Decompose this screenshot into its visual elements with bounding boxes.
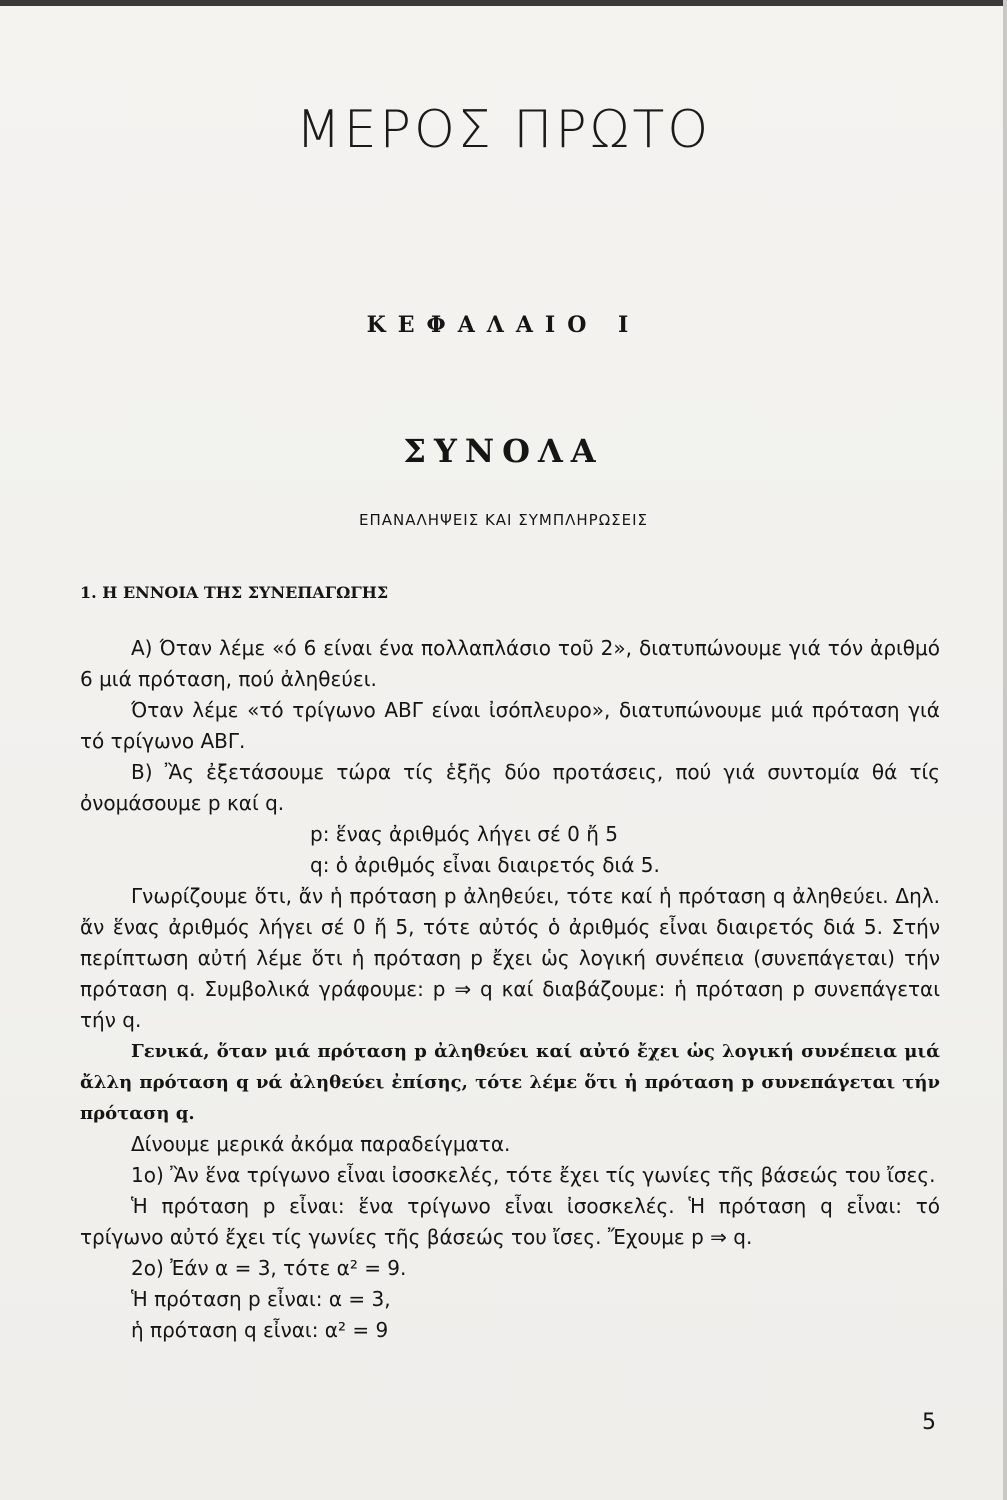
proposition-q: q: ὁ ἀριθμός εἶναι διαιρετός διά 5. [310,853,660,877]
paragraph: Όταν λέμε «τό τρίγωνο ΑΒΓ είναι ἰσόπλευρο», διατυπώνουμε μιά πρόταση γιά τό τρίγωνο ΑΒΓ. [80,698,940,753]
paragraph: Β) Ἂς ἐξετάσουμε τώρα τίς ἑξῆς δύο προτάσεις, πού γιά συντομία θά τίς ὀνομάσουμε p καί q. [80,760,940,815]
section-title: ΣΥΝΟΛΑ [403,432,604,470]
paragraph: Α) Όταν λέμε «ό 6 είναι ένα πολλαπλάσιο τοῦ 2», διατυπώνουμε γιά τόν ἀριθμό 6 μιά πρόταση, πού ἀληθεύει. [80,636,940,691]
paragraph: Ἡ πρόταση p εἶναι: α = 3, [131,1287,391,1311]
chapter-title: ΚΕΦΑΛΑΙΟ I [366,312,641,338]
scan-edge-right [1003,0,1007,1500]
paragraph: ἡ πρόταση q εἶναι: α² = 9 [131,1318,389,1342]
paragraph: Γνωρίζουμε ὅτι, ἄν ἡ πρόταση p ἀληθεύει, τότε καί ἡ πρόταση q ἀληθεύει. Δηλ. ἄν ἕνας ἀριθμός λήγει σέ 0 ἤ 5, τότε αὐτός ὁ ἀριθμός εἶναι διαιρετός διά 5. Στήν περίπτωση αὐτή λέμε ὅτι ἡ πρόταση p ἔχει ὡς λογική συνέπεια (συνεπάγεται) τήν πρόταση q. Συμβολικά γράφουμε: p ⇒ q καί διαβάζουμε: ἡ πρόταση p συνεπάγεται τήν q. [80,884,940,1032]
paragraph: Ἡ πρόταση p εἶναι: ἕνα τρίγωνο εἶναι ἰσοσκελές. Ἡ πρόταση q εἶναι: τό τρίγωνο αὐτό ἔχει τίς γωνίες τῆς βάσεώς του ἴσες. Ἔχουμε p ⇒ q. [80,1194,940,1249]
page-number: 5 [922,1410,936,1435]
example-2: 2ο) Ἐάν α = 3, τότε α² = 9. [131,1256,407,1280]
body-text [80,633,940,1346]
paragraph: Δίνουμε μερικά ἀκόμα παραδείγματα. [131,1132,511,1156]
definition-paragraph: Γενικά, ὅταν μιά πρόταση p ἀληθεύει καί αὐτό ἔχει ὡς λογική συνέπεια μιά ἄλλη πρόταση q νά ἀληθεύει ἐπίσης, τότε λέμε ὅτι ἡ πρόταση p συνεπάγεται τήν πρόταση q. [80,1041,940,1124]
proposition-p: p: ἕνας ἀριθμός λήγει σέ 0 ἤ 5 [310,822,618,846]
section-subtitle: ΕΠΑΝΑΛΗΨΕΙΣ ΚΑΙ ΣΥΜΠΛΗΡΩΣΕΙΣ [358,511,649,529]
subsection-heading: 1. Η ΕΝΝΟΙΑ ΤΗΣ ΣΥΝΕΠΑΓΩΓΗΣ [80,583,389,602]
part-title: ΜΕΡΟΣ ΠΡΩΤΟ [295,100,712,160]
example-1: 1ο) Ἂν ἕνα τρίγωνο εἶναι ἰσοσκελές, τότε ἔχει τίς γωνίες τῆς βάσεώς του ἴσες. [131,1163,936,1187]
scan-edge-top [0,0,1007,6]
